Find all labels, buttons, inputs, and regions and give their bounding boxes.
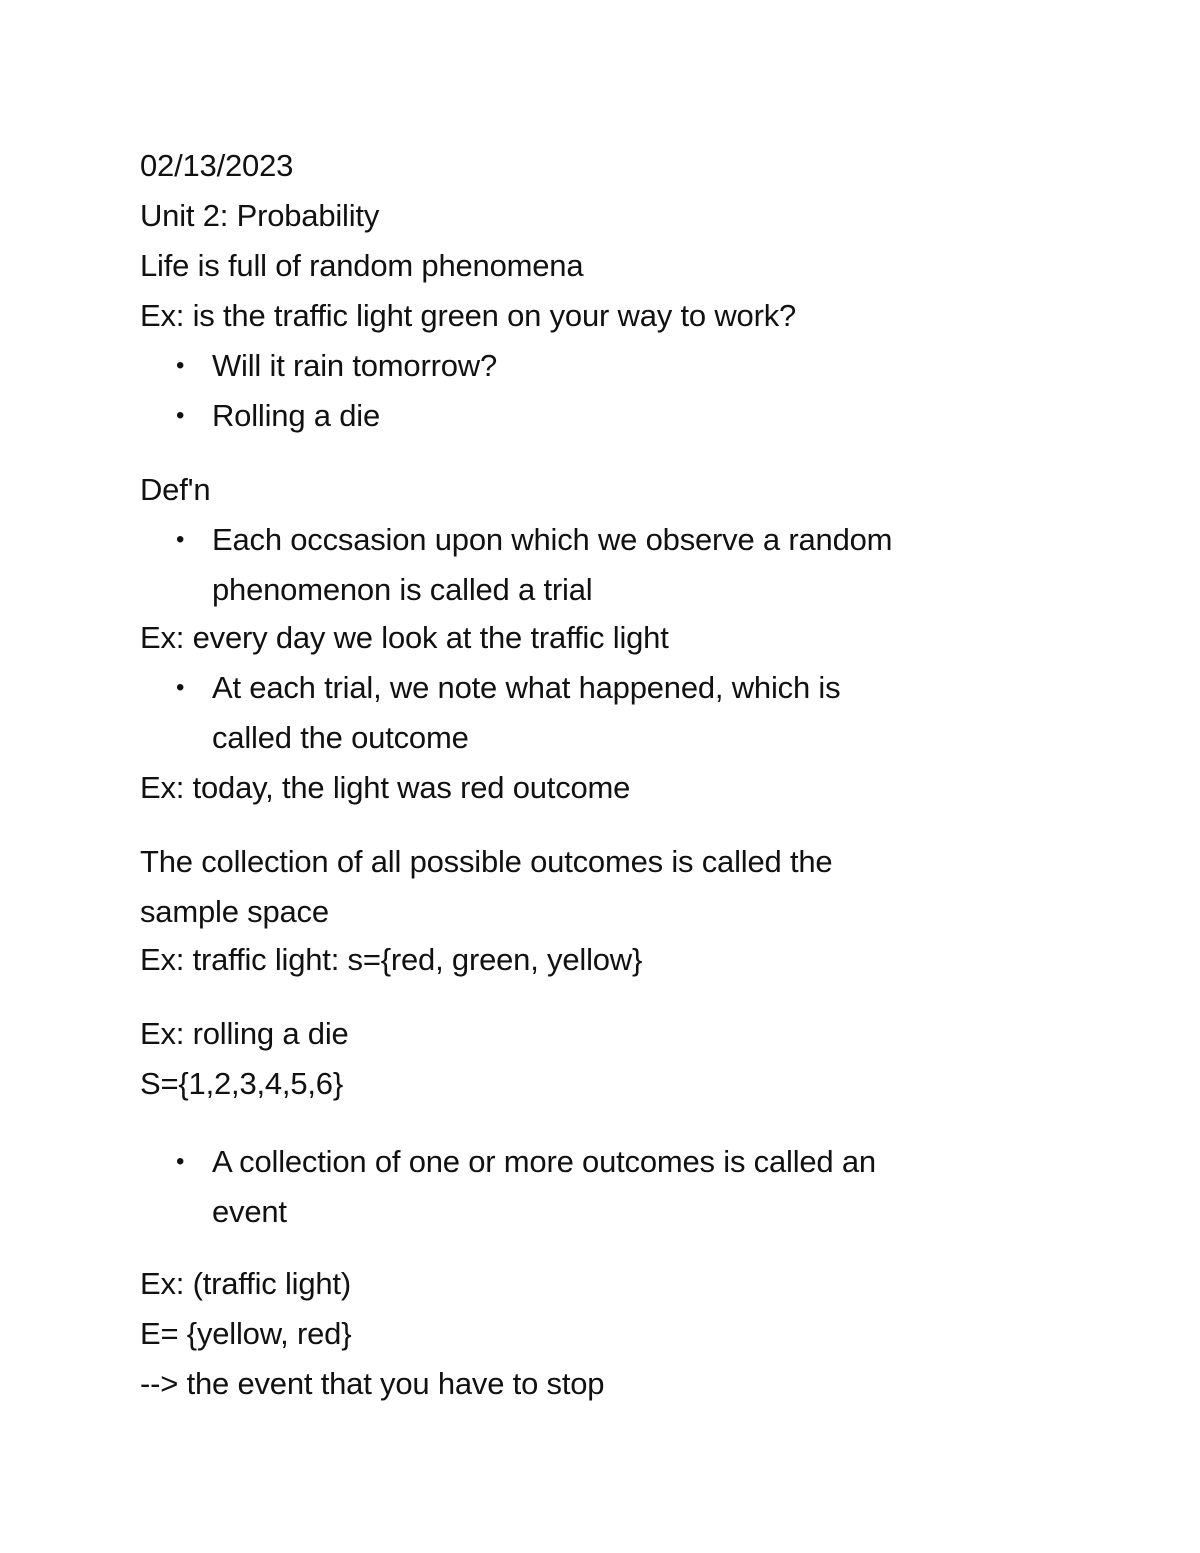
trial-definition-line1: Each occsasion upon which we observe a random	[212, 522, 893, 557]
event-note-line: --> the event that you have to stop	[140, 1366, 605, 1401]
outcome-definition-line1: At each trial, we note what happened, which is	[212, 670, 841, 705]
bullet-item-rain: Will it rain tomorrow?	[212, 348, 497, 383]
bullet-item-die: Rolling a die	[212, 398, 381, 433]
unit-title: Unit 2: Probability	[140, 198, 380, 233]
die-sample-space: S={1,2,3,4,5,6}	[140, 1066, 343, 1101]
intro-line: Life is full of random phenomena	[140, 248, 584, 283]
bullet-marker: •	[176, 352, 185, 379]
bullet-marker: •	[176, 402, 185, 429]
sample-space-line2: sample space	[140, 894, 329, 929]
traffic-question-line: Ex: is the traffic light green on your way to work?	[140, 298, 797, 333]
bullet-marker: •	[176, 526, 185, 553]
bullet-marker: •	[176, 1148, 185, 1175]
defn-heading: Def'n	[140, 472, 211, 507]
sample-space-light-example: Ex: traffic light: s={red, green, yellow}	[140, 942, 643, 977]
trial-definition-line2: phenomenon is called a trial	[212, 572, 593, 607]
trial-example-line: Ex: every day we look at the traffic light	[140, 620, 669, 655]
sample-space-line1: The collection of all possible outcomes is called the	[140, 844, 833, 879]
die-example-line: Ex: rolling a die	[140, 1016, 349, 1051]
event-definition-line1: A collection of one or more outcomes is called an	[212, 1144, 876, 1179]
outcome-example-line: Ex: today, the light was red outcome	[140, 770, 631, 805]
bullet-marker: •	[176, 674, 185, 701]
event-set-line: E= {yellow, red}	[140, 1316, 352, 1351]
event-example-line: Ex: (traffic light)	[140, 1266, 351, 1301]
event-definition-line2: event	[212, 1194, 287, 1229]
outcome-definition-line2: called the outcome	[212, 720, 469, 755]
date-line: 02/13/2023	[140, 148, 294, 183]
